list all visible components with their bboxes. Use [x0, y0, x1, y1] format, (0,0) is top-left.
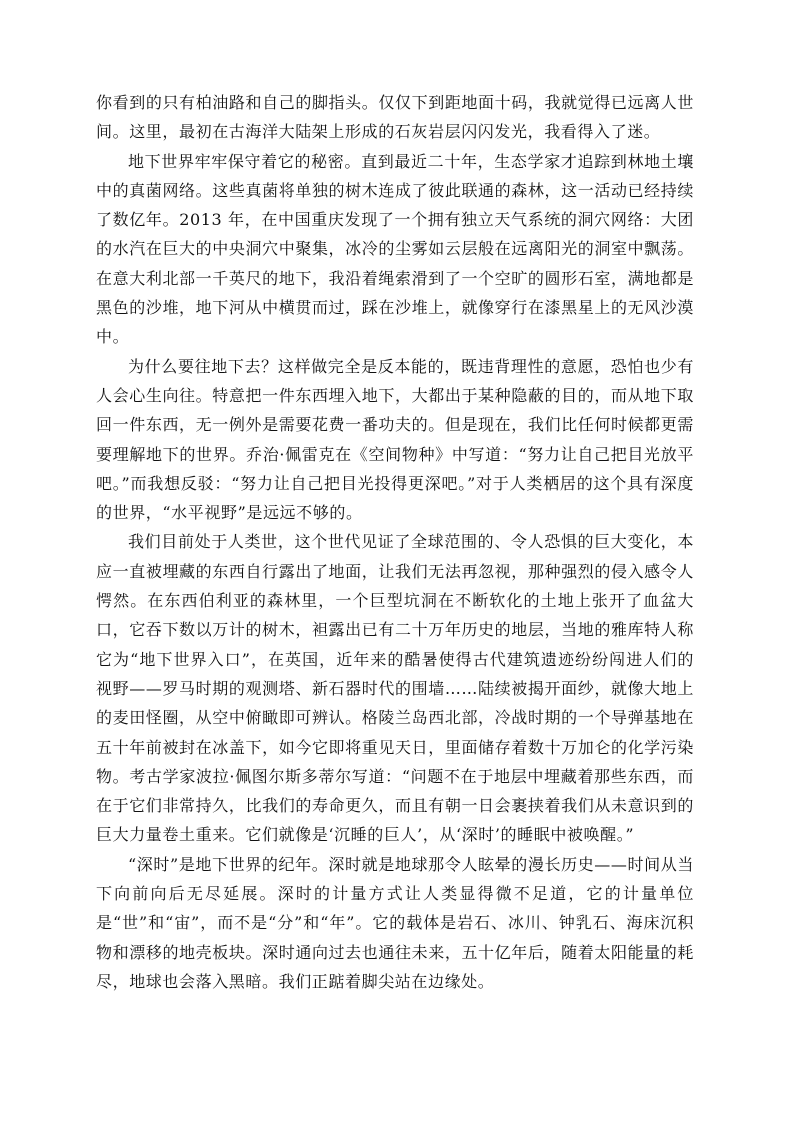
- article-body: [96, 88, 694, 996]
- paragraph-1: 你看到的只有柏油路和自己的脚指头。仅仅下到距地面十码，我就觉得已远离人世间。这里，最初在古海洋大陆架上形成的石灰岩层闪闪发光，我看得入了迷。: [96, 93, 694, 142]
- paragraph-2: 地下世界牢牢保守着它的秘密。直到最近二十年，生态学家才追踪到林地土壤中的真菌网络。这些真菌将单独的树木连成了彼此联通的森林，这一活动已经持续了数亿年。2013 年，在中国重庆发现了一个拥有独立天气系统的洞穴网络：大团的水汽在巨大的中央洞穴中聚集，冰冷的尘雾如云层般在远离阳光的洞室中飘荡。在意大利北部一千英尺的地下，我沿着绳索滑到了一个空旷的圆形石室，满地都是黑色的沙堆，地下河从中横贯而过，踩在沙堆上，就像穿行在漆黑星上的无风沙漠中。: [96, 151, 694, 347]
- paragraph-4: 我们目前处于人类世，这个世代见证了全球范围的、令人恐惧的巨大变化，本应一直被埋藏的东西自行露出了地面，让我们无法再忽视，那种强烈的侵入感令人愕然。在东西伯利亚的森林里，一个巨型坑洞在不断软化的土地上张开了血盆大口，它吞下数以万计的树木，袒露出已有二十万年历史的地层，当地的雅库特人称它为“地下世界入口”，在英国，近年来的酷暑使得古代建筑遗迹纷纷闯进人们的视野——罗马时期的观测塔、新石器时代的围墙……陆续被揭开面纱，就像大地上的麦田怪圈，从空中俯瞰即可辨认。格陵兰岛西北部，冷战时期的一个导弹基地在五十年前被封在冰盖下，如今它即将重见天日，里面储存着数十万加仑的化学污染物。考古学家波拉·佩图尔斯多蒂尔写道：“问题不在于地层中埋藏着那些东西，而在于它们非常持久，比我们的寿命更久，而且有朝一日会裹挟着我们从未意识到的巨大力量卷土重来。它们就像是‘沉睡的巨人’，从‘深时’的睡眠中被唤醒。”: [96, 532, 694, 845]
- paragraph-5: “深时”是地下世界的纪年。深时就是地球那令人眩晕的漫长历史——时间从当下向前向后无尽延展。深时的计量方式让人类显得微不足道，它的计量单位是“世”和“宙”，而不是“分”和“年”。它的载体是岩石、冰川、钟乳石、海床沉积物和漂移的地壳板块。深时通向过去也通往未来，五十亿年后，随着太阳能量的耗尽，地球也会落入黑暗。我们正踮着脚尖站在边缘处。: [96, 854, 694, 991]
- paragraph-3: 为什么要往地下去？这样做完全是反本能的，既违背理性的意愿，恐怕也少有人会心生向往。特意把一件东西埋入地下，大都出于某种隐蔽的目的，而从地下取回一件东西，无一例外是需要花费一番功夫的。但是现在，我们比任何时候都更需要理解地下的世界。乔治·佩雷克在《空间物种》中写道：“努力让自己把目光放平吧。”而我想反驳：“努力让自己把目光投得更深吧。”对于人类栖居的这个具有深度的世界，“水平视野”是远远不够的。: [96, 356, 694, 523]
